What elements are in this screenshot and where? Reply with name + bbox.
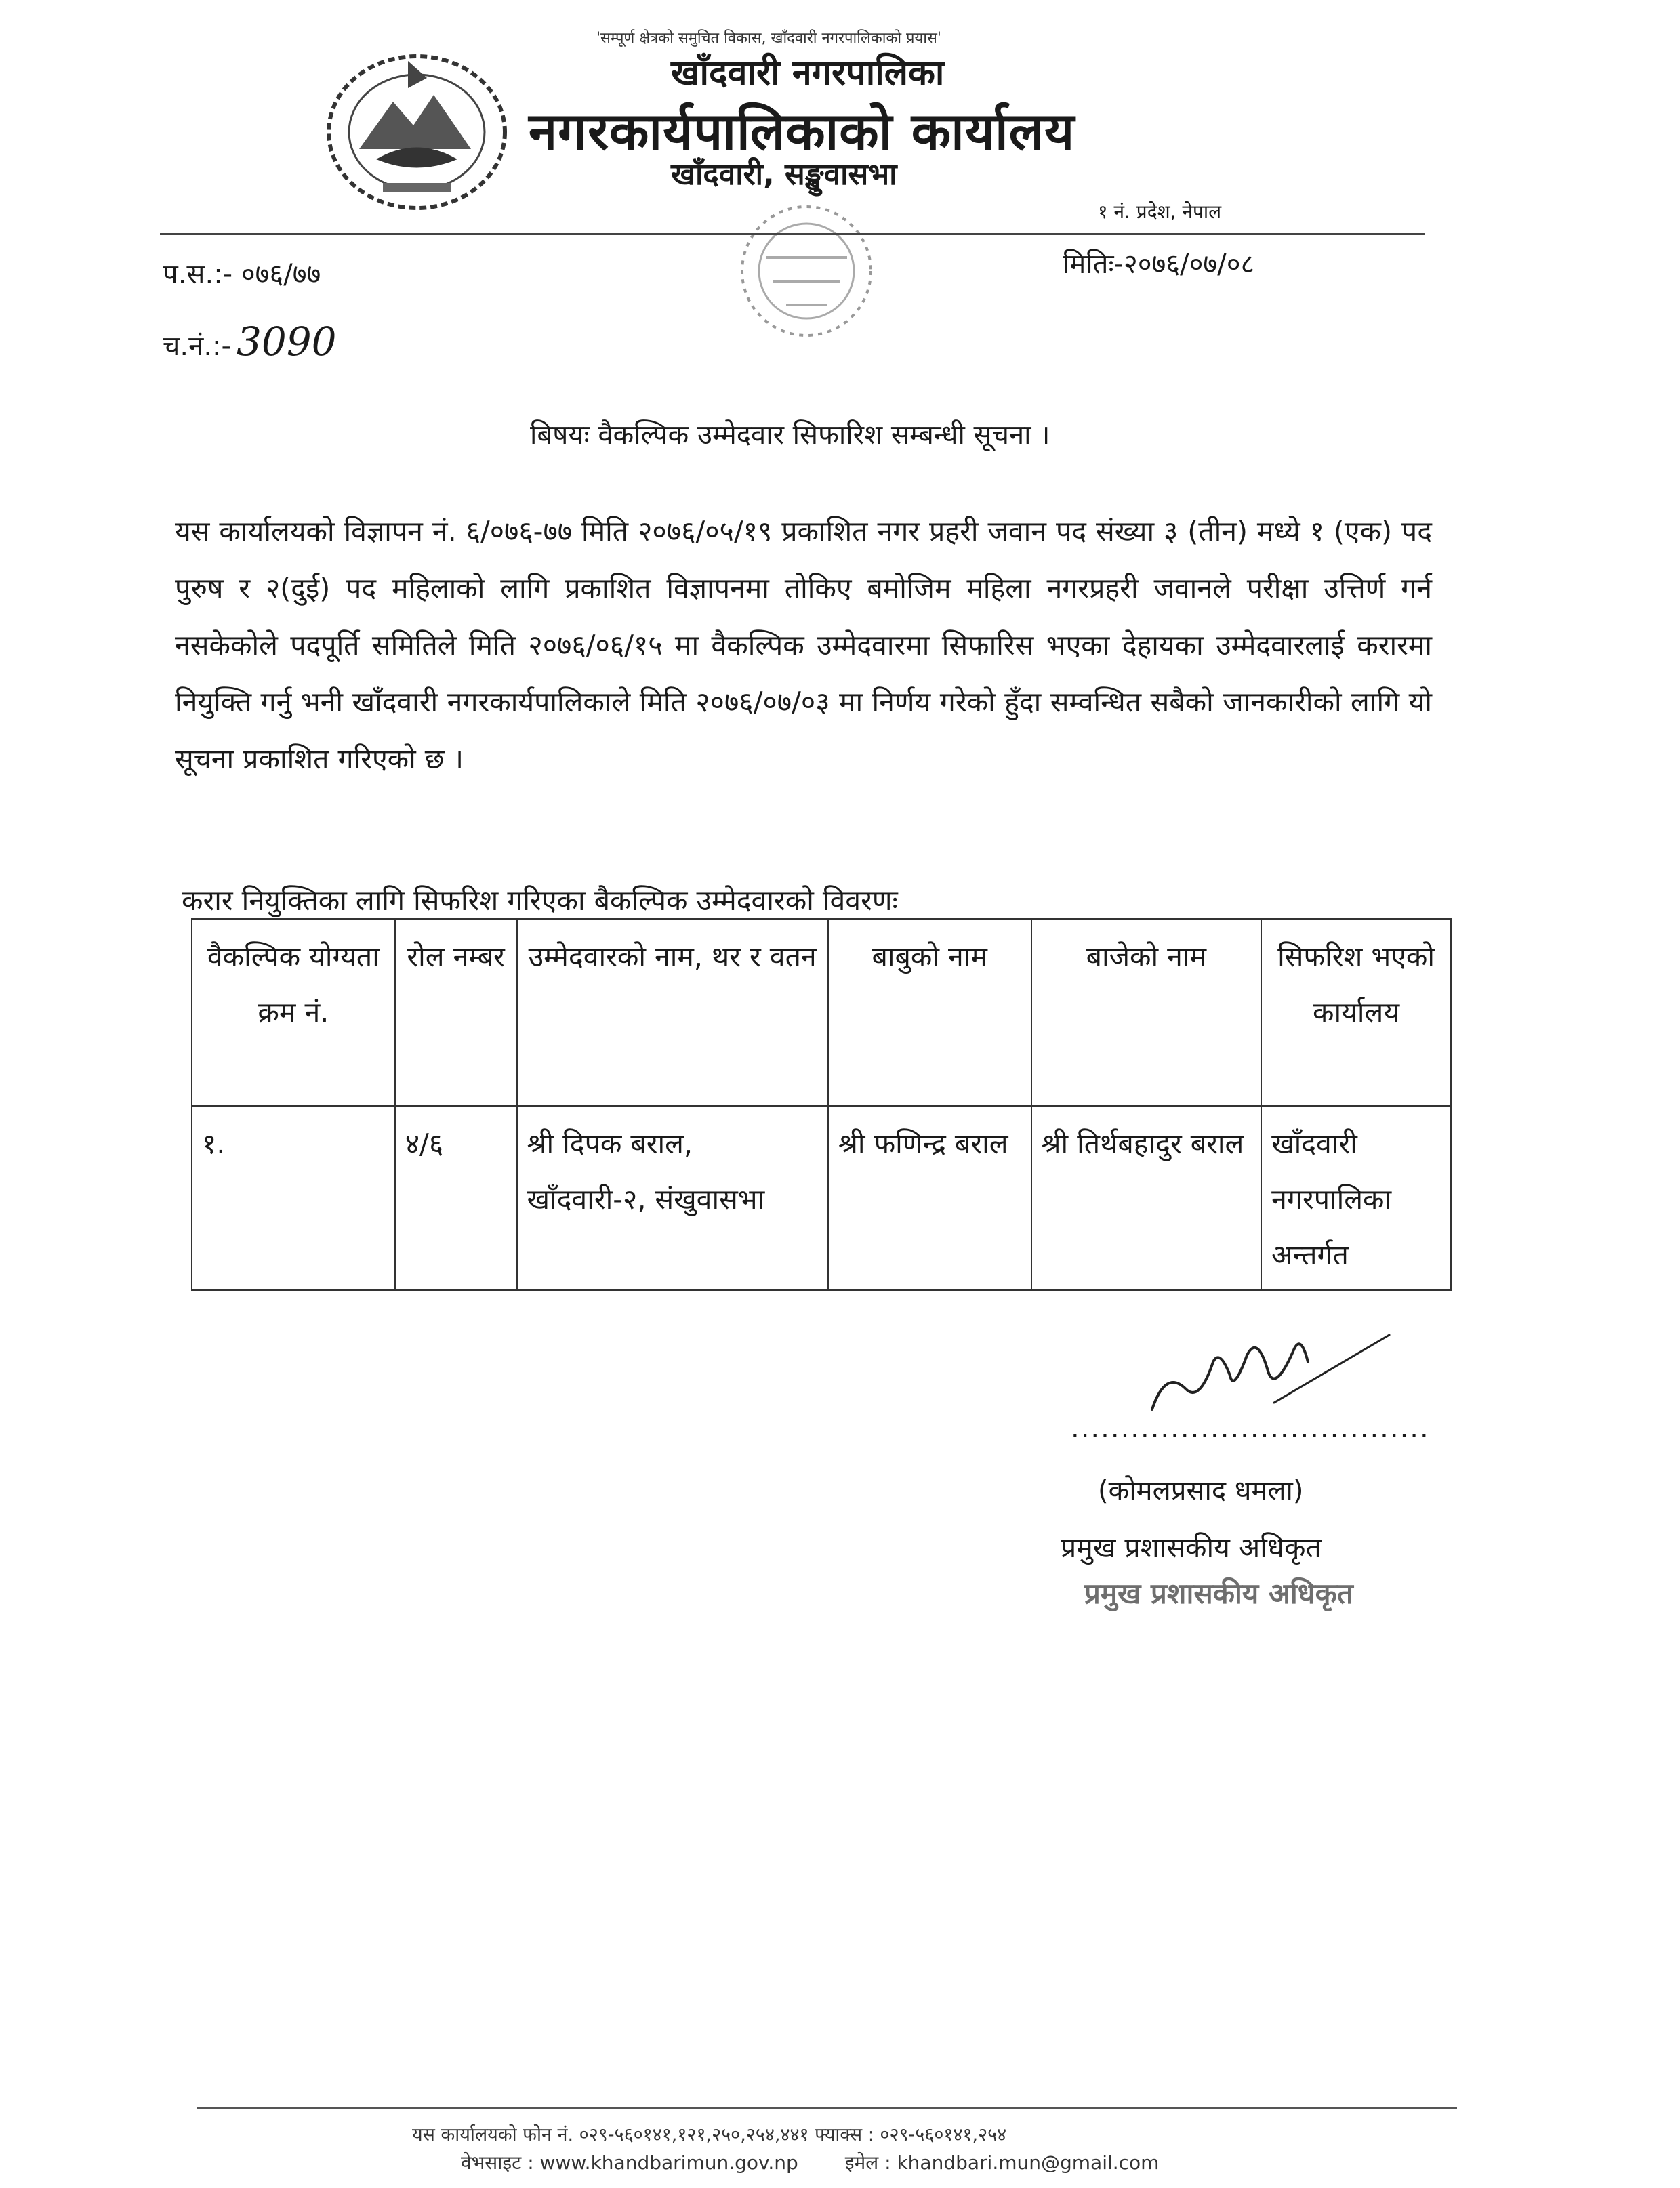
table-cell: ४/६ bbox=[395, 1106, 517, 1290]
candidate-table bbox=[191, 918, 1452, 1291]
dispatch-label: च.नं.:- bbox=[163, 331, 231, 362]
footer-web bbox=[461, 2149, 1159, 2175]
office-stamp-icon bbox=[684, 193, 928, 363]
table-header-row bbox=[192, 919, 1451, 1106]
column-header: बाबुको नाम bbox=[828, 919, 1031, 1106]
province: १ नं. प्रदेश, नेपाल bbox=[1098, 201, 1222, 223]
signatory-title: प्रमुख प्रशासकीय अधिकृत bbox=[1061, 1531, 1322, 1564]
table-row bbox=[192, 1106, 1451, 1290]
footer-divider bbox=[197, 2107, 1457, 2109]
letter-date: मितिः-२०७६/०७/०८ bbox=[1063, 249, 1255, 280]
slogan: 'सम्पूर्ण क्षेत्रको समुचित विकास, खाँदवारी नगरपालिकाको प्रयास' bbox=[596, 30, 941, 47]
subject-line: बिषयः वैकल्पिक उम्मेदवार सिफारिश सम्बन्धी सूचना । bbox=[530, 419, 1050, 451]
reference-number: प.स.:- ०७६/७७ bbox=[163, 259, 321, 290]
table-caption: करार नियुक्तिका लागि सिफरिश गरिएका बैकल्पिक उम्मेदवारको विवरणः bbox=[182, 884, 898, 917]
column-header: उम्मेदवारको नाम, थर र वतन bbox=[517, 919, 828, 1106]
signature-line: .................................... bbox=[1071, 1413, 1430, 1444]
table-cell: खाँदवारी नगरपालिका अन्तर्गत bbox=[1261, 1106, 1451, 1290]
dispatch-number-row bbox=[163, 318, 337, 365]
column-header: सिफरिश भएको कार्यालय bbox=[1261, 919, 1451, 1106]
designation-stamp: प्रमुख प्रशासकीय अधिकृत bbox=[1084, 1577, 1353, 1610]
column-header: वैकल्पिक योग्यता क्रम नं. bbox=[192, 919, 395, 1106]
column-header: रोल नम्बर bbox=[395, 919, 517, 1106]
office-location: खाँदवारी, सङ्खुवासभा bbox=[671, 157, 897, 192]
office-name: नगरकार्यपालिकाको कार्यालय bbox=[529, 101, 1075, 161]
website-label: वेभसाइट : bbox=[461, 2151, 534, 2174]
table-cell: श्री फणिन्द्र बराल bbox=[828, 1106, 1031, 1290]
dispatch-number: 3090 bbox=[236, 318, 337, 365]
signatory-name: (कोमलप्रसाद धमला) bbox=[1098, 1475, 1304, 1506]
table-cell: श्री तिर्थबहादुर बराल bbox=[1031, 1106, 1262, 1290]
government-emblem-icon bbox=[319, 47, 515, 217]
table-cell: १. bbox=[192, 1106, 395, 1290]
footer-contact: यस कार्यालयको फोन नं. ०२९-५६०१४१,१२१,२५०,२५४,४४१ फ्याक्स : ०२९-५६०१४१,२५४ bbox=[412, 2124, 1007, 2145]
column-header: बाजेको नाम bbox=[1031, 919, 1262, 1106]
municipality-name: खाँदवारी नगरपालिका bbox=[671, 53, 945, 94]
notice-body: यस कार्यालयको विज्ञापन नं. ६/०७६-७७ मिति २०७६/०५/१९ प्रकाशित नगर प्रहरी जवान पद संख्या ३ (तीन) मध्ये १ (एक) पद पुरुष र २(दुई) पद महिलाको लागि प्रकाशित विज्ञापनमा तोकिए बमोजिम महिला नगरप्रहरी जवानले परीक्षा उत्तिर्ण गर्न नसकेकोले पदपूर्ति समितिले मिति २०७६/०६/१५ मा वैकल्पिक उम्मेदवारमा सिफारिस भएका देहायका उम्मेदवारलाई करारमा नियुक्ति गर्नु भनी खाँदवारी नगरकार्यपालिकाले मिति २०७६/०७/०३ मा निर्णय गरेको हुँदा सम्वन्धित सबैको जानकारीको लागि यो सूचना प्रकाशित गरिएको छ । bbox=[175, 515, 1432, 775]
email-link[interactable]: khandbari.mun@gmail.com bbox=[897, 2151, 1160, 2174]
website-link[interactable]: www.khandbarimun.gov.np bbox=[539, 2151, 798, 2174]
header-divider bbox=[160, 233, 1425, 235]
email-label: इमेल : bbox=[844, 2151, 891, 2174]
table-cell: श्री दिपक बराल, खाँदवारी-२, संखुवासभा bbox=[517, 1106, 828, 1290]
